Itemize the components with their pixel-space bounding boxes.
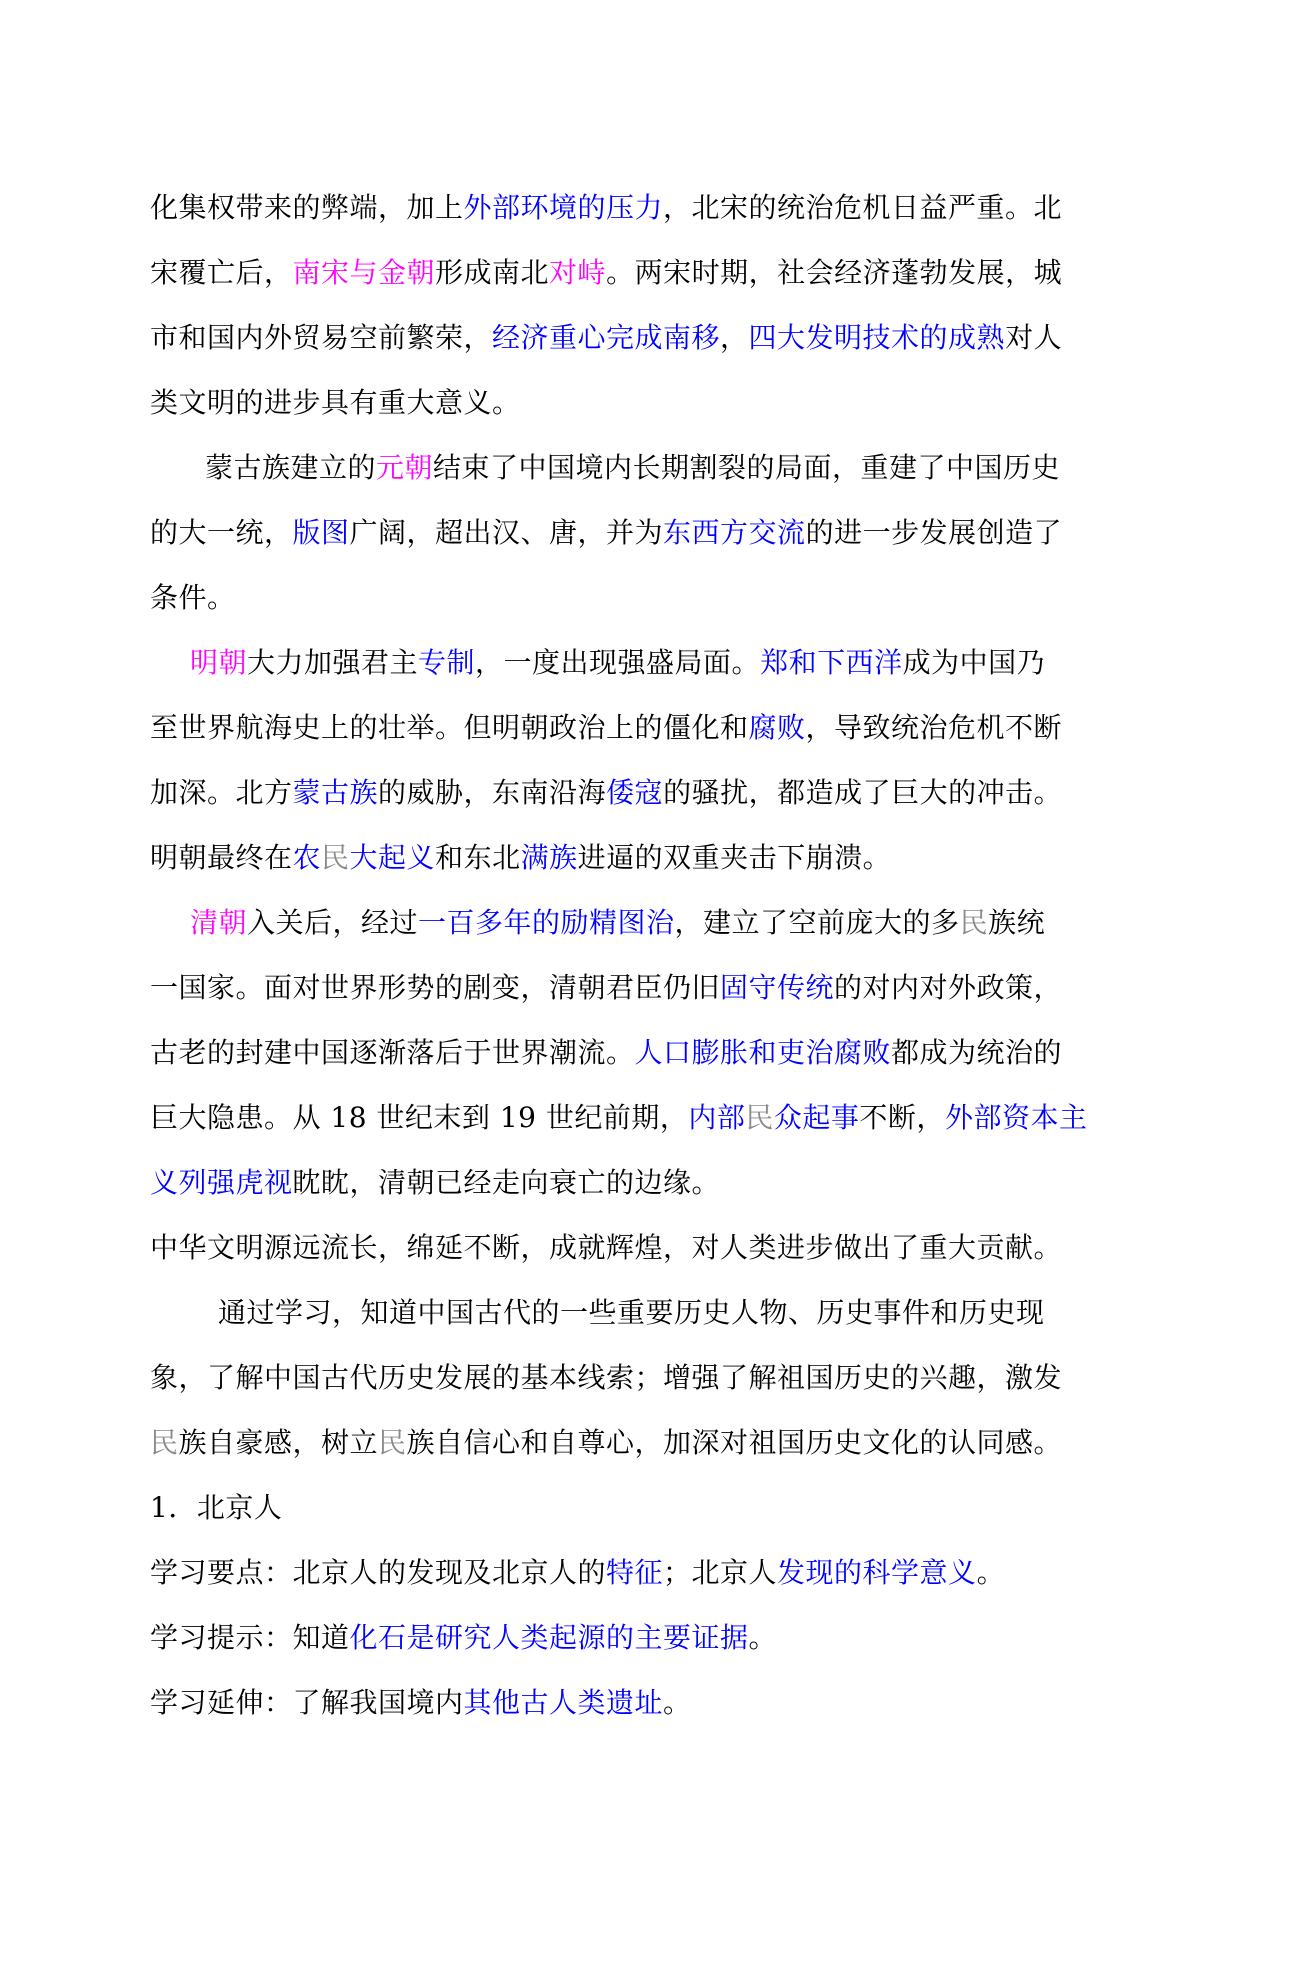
text-line (150, 890, 1070, 955)
text-segment: 的威胁，东南沿海 (378, 776, 607, 809)
highlighted-term: 人口膨胀和吏治腐败 (634, 1036, 892, 1069)
text-line (150, 305, 1070, 370)
text-line (150, 760, 1070, 825)
highlighted-term: 民 (321, 841, 350, 874)
text-segment: 入关后，经过 (247, 906, 419, 939)
text-segment: 广阔，超出汉、唐，并为 (349, 516, 664, 549)
text-segment: 。 (976, 1556, 1006, 1589)
text-segment: 至世界航海史上的壮举。但明朝政治上的僵化和 (150, 711, 749, 744)
highlighted-term: 经济重心完成南移 (492, 321, 721, 354)
text-segment: 类文明的进步具有重大意义。 (150, 386, 521, 419)
highlighted-term: 义列强虎视 (150, 1166, 293, 1199)
text-line (150, 825, 1070, 890)
text-segment: 加深。北方 (150, 776, 293, 809)
text-segment: 不断， (859, 1101, 945, 1134)
highlighted-term: 明朝 (190, 646, 248, 679)
highlighted-term: 众起事 (773, 1101, 860, 1134)
text-segment: 蒙古族建立的 (205, 451, 377, 484)
text-line (150, 1345, 1070, 1410)
highlighted-term: 民 (378, 1426, 407, 1459)
text-segment: 结束了中国境内长期割裂的局面，重建了中国历史 (433, 451, 1061, 484)
highlighted-term: 固守传统 (720, 971, 835, 1004)
text-segment: 成为中国乃 (902, 646, 1046, 679)
highlighted-term: 其他古人类遗址 (463, 1686, 664, 1719)
text-segment: 象，了解中国古代历史发展的基本线索；增强了解祖国历史的兴趣，激发 (150, 1361, 1063, 1394)
highlighted-term: 民 (959, 906, 989, 939)
text-segment: 眈眈，清朝已经走向衰亡的边缘。 (292, 1166, 721, 1199)
highlighted-term: 化石是研究人类起源的主要证据 (349, 1621, 749, 1654)
text-segment: 的对内对外政策， (834, 971, 1063, 1004)
text-line (150, 565, 1070, 630)
text-line (150, 435, 1070, 500)
text-segment: 都成为统治的 (891, 1036, 1063, 1069)
text-segment: 巨大隐患。从 18 世纪末到 19 世纪前期， (150, 1101, 689, 1134)
text-segment: 和东北 (435, 841, 521, 874)
text-segment: 学习提示：知道 (150, 1621, 350, 1654)
text-line (150, 1670, 1070, 1735)
text-line (150, 1150, 1070, 1215)
text-segment: 宋覆亡后， (150, 256, 293, 289)
highlighted-term: 一百多年的励精图治 (418, 906, 675, 939)
text-line (150, 1215, 1070, 1280)
highlighted-term: 大起义 (349, 841, 436, 874)
text-segment: 的骚扰，都造成了巨大的冲击。 (663, 776, 1063, 809)
text-segment: ，北宋的统治危机日益严重。北 (663, 191, 1063, 224)
text-line (150, 500, 1070, 565)
highlighted-term: 内部 (688, 1101, 746, 1134)
text-segment: 形成南北 (435, 256, 550, 289)
highlighted-term: 元朝 (376, 451, 434, 484)
text-line (150, 1475, 1070, 1540)
highlighted-term: 特征 (606, 1556, 664, 1589)
text-segment: 1．北京人 (150, 1491, 283, 1524)
highlighted-term: 民 (745, 1101, 774, 1134)
text-line (150, 1020, 1070, 1085)
text-line (150, 955, 1070, 1020)
text-segment: ，导致统治危机不断 (805, 711, 1063, 744)
text-line (150, 370, 1070, 435)
text-line (150, 695, 1070, 760)
text-segment: 族统 (988, 906, 1046, 939)
highlighted-term: 外部环境的压力 (463, 191, 664, 224)
text-segment: 明朝最终在 (150, 841, 293, 874)
highlighted-term: 版图 (292, 516, 350, 549)
text-segment: 古老的封建中国逐渐落后于世界潮流。 (150, 1036, 635, 1069)
text-segment: ；北京人 (663, 1556, 778, 1589)
text-segment: 对人 (1005, 321, 1063, 354)
text-line (150, 175, 1070, 240)
text-segment: 学习延伸：了解我国境内 (150, 1686, 464, 1719)
highlighted-term: 对峙 (549, 256, 607, 289)
highlighted-term: 蒙古族 (292, 776, 379, 809)
text-segment: 进逼的双重夹击下崩溃。 (577, 841, 892, 874)
text-line (150, 1410, 1070, 1475)
highlighted-term: 腐败 (748, 711, 806, 744)
highlighted-term: 专制 (418, 646, 476, 679)
highlighted-term: 清朝 (190, 906, 248, 939)
text-segment: 通过学习，知道中国古代的一些重要历史人物、历史事件和历史现 (218, 1296, 1045, 1329)
highlighted-term: 外部资本主 (944, 1101, 1088, 1134)
text-segment: 条件。 (150, 581, 236, 614)
text-segment: 的大一统， (150, 516, 293, 549)
text-segment: 中华文明源远流长，绵延不断，成就辉煌，对人类进步做出了重大贡献。 (150, 1231, 1063, 1264)
text-line (150, 1540, 1070, 1605)
text-segment: 的进一步发展创造了 (805, 516, 1063, 549)
text-segment: 。 (663, 1686, 692, 1719)
highlighted-term: 农 (292, 841, 322, 874)
text-line (150, 1605, 1070, 1670)
text-segment: 。 (748, 1621, 778, 1654)
text-segment: ，一度出现强盛局面。 (475, 646, 761, 679)
text-segment: 化集权带来的弊端，加上 (150, 191, 464, 224)
text-segment: 市和国内外贸易空前繁荣， (150, 321, 493, 354)
text-line (150, 240, 1070, 305)
highlighted-term: 南宋与金朝 (292, 256, 436, 289)
text-line (150, 1280, 1070, 1345)
highlighted-term: 发现的科学意义 (777, 1556, 977, 1589)
document-body (150, 175, 1088, 1735)
highlighted-term: 民 (150, 1426, 179, 1459)
text-segment: 。两宋时期，社会经济蓬勃发展，城 (606, 256, 1063, 289)
text-segment: ，建立了空前庞大的多 (674, 906, 960, 939)
text-segment: 学习要点：北京人的发现及北京人的 (150, 1556, 607, 1589)
text-segment: 一国家。面对世界形势的剧变，清朝君臣仍旧 (150, 971, 721, 1004)
highlighted-term: 郑和下西洋 (760, 646, 903, 679)
text-segment: 大力加强君主 (247, 646, 419, 679)
text-line (150, 630, 1070, 695)
highlighted-term: 四大发明技术的成熟 (748, 321, 1006, 354)
highlighted-term: 倭寇 (606, 776, 664, 809)
text-line (150, 1085, 1088, 1150)
highlighted-term: 东西方交流 (663, 516, 806, 549)
text-segment: 族自信心和自尊心，加深对祖国历史文化的认同感。 (406, 1426, 1063, 1459)
text-segment: ， (720, 321, 749, 354)
highlighted-term: 满族 (520, 841, 578, 874)
text-segment: 族自豪感，树立 (178, 1426, 379, 1459)
